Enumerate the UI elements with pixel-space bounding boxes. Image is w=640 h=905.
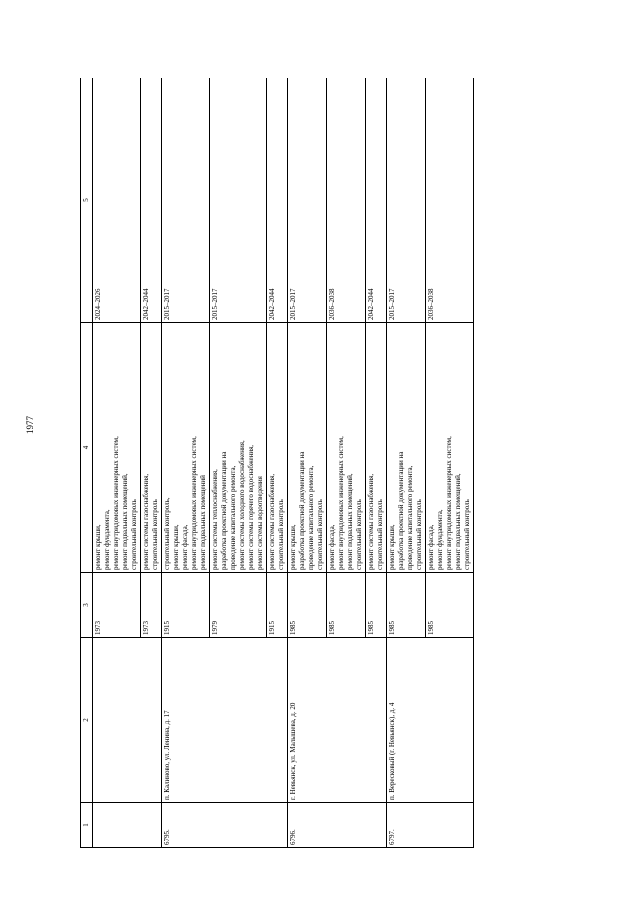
works-cell — [426, 323, 474, 573]
row-number: 6796. — [288, 803, 387, 848]
work-item: ремонт фасада, — [427, 524, 435, 570]
work-item: проведение капитального ремонта, — [307, 465, 315, 570]
schedule-cell: 2024–2026 — [93, 78, 141, 323]
work-item: ремонт подвальных помещений — [199, 475, 207, 570]
work-item: ремонт фундамента, — [103, 509, 111, 570]
row-number: 6795. — [162, 803, 288, 848]
work-item: ремонт системы теплоснабжения, — [211, 469, 219, 570]
work-item: строительный контроль — [376, 499, 384, 570]
schedule-cell: 2042–2044 — [141, 78, 162, 323]
work-item: разработка проектной документации на — [397, 451, 405, 570]
year-cell: 1915 — [162, 573, 210, 638]
works-cell — [288, 323, 327, 573]
work-item: ремонт фундамента, — [436, 509, 444, 570]
year-cell: 1973 — [141, 573, 162, 638]
table-row — [93, 78, 141, 848]
work-item: строительный контроль — [355, 499, 363, 570]
works-cell — [93, 323, 141, 573]
work-item: строительный контроль — [277, 499, 285, 570]
header-row — [81, 78, 93, 848]
row-number: 6797. — [387, 803, 474, 848]
work-item: разработка проектной документации на — [220, 451, 228, 570]
address-cell: г. Невьянск, ул. Малышева, д. 20 — [288, 638, 387, 803]
works-cell — [162, 323, 210, 573]
work-item: проведение капитального ремонта, — [229, 465, 237, 570]
capital-repair-table — [80, 78, 474, 848]
year-cell: 1915 — [267, 573, 288, 638]
schedule-cell: 2015–2017 — [288, 78, 327, 323]
address-cell: п. Вересковый (г. Невьянск), д. 4 — [387, 638, 474, 803]
schedule-cell: 2015–2017 — [210, 78, 267, 323]
header-col-1: 1 — [81, 803, 93, 848]
work-item: ремонт внутридомовых инженерных систем, — [112, 436, 120, 570]
works-cell — [387, 323, 426, 573]
work-item: ремонт системы водоотведения — [256, 476, 264, 570]
work-item: ремонт подвальных помещений, — [454, 473, 462, 570]
works-cell — [327, 323, 366, 573]
work-item: строительный контроль — [463, 499, 471, 570]
year-cell: 1973 — [93, 573, 141, 638]
page-number: 1977 — [25, 416, 35, 434]
address-cell — [93, 638, 162, 803]
work-item: ремонт системы газоснабжения, — [367, 473, 375, 570]
header-col-2: 2 — [81, 638, 93, 803]
table-body — [93, 78, 474, 848]
schedule-cell: 2042–2044 — [267, 78, 288, 323]
schedule-cell: 2042–2044 — [366, 78, 387, 323]
work-item: ремонт подвальных помещений, — [346, 473, 354, 570]
schedule-cell: 2036–2038 — [327, 78, 366, 323]
work-item: ремонт внутридомовых инженерных систем, — [445, 436, 453, 570]
work-item: ремонт фасада, — [181, 524, 189, 570]
work-item: строительный контроль — [130, 499, 138, 570]
address-cell: п. Калиново, ул. Ленина, д. 17 — [162, 638, 288, 803]
work-item: ремонт крыши, — [94, 524, 102, 570]
header-col-4: 4 — [81, 323, 93, 573]
rotated-table-frame — [80, 78, 590, 848]
year-cell: 1985 — [426, 573, 474, 638]
schedule-cell: 2015–2017 — [162, 78, 210, 323]
work-item: ремонт внутридомовых инженерных систем, — [190, 436, 198, 570]
work-item: строительный контроль — [415, 499, 423, 570]
work-item: ремонт системы горячего водоснабжения, — [247, 444, 255, 570]
work-item: ремонт системы газоснабжения, — [142, 473, 150, 570]
year-cell: 1985 — [387, 573, 426, 638]
work-item: ремонт системы холодного водоснабжения, — [238, 440, 246, 570]
work-item: ремонт подвальных помещений, — [121, 473, 129, 570]
works-cell — [366, 323, 387, 573]
table-row — [162, 78, 210, 848]
header-col-3: 3 — [81, 573, 93, 638]
work-item: строительный контроль — [151, 499, 159, 570]
works-cell — [141, 323, 162, 573]
work-item: ремонт внутридомовых инженерных систем, — [337, 436, 345, 570]
work-item: ремонт крыши, — [289, 524, 297, 570]
work-item: проведение капитального ремонта, — [406, 465, 414, 570]
year-cell: 1979 — [210, 573, 267, 638]
row-number — [93, 803, 162, 848]
header-col-5: 5 — [81, 78, 93, 323]
table-row — [387, 78, 426, 848]
work-item: ремонт системы газоснабжения, — [268, 473, 276, 570]
work-item: ремонт фасада, — [328, 524, 336, 570]
works-cell — [210, 323, 267, 573]
works-cell — [267, 323, 288, 573]
work-item: разработка проектной документации на — [298, 451, 306, 570]
schedule-cell: 2036–2038 — [426, 78, 474, 323]
year-cell: 1985 — [288, 573, 327, 638]
schedule-cell: 2015–2017 — [387, 78, 426, 323]
table-row — [288, 78, 327, 848]
work-item: строительный контроль, — [163, 497, 171, 570]
table-container — [80, 78, 590, 848]
work-item: ремонт крыши, — [388, 524, 396, 570]
year-cell: 1985 — [327, 573, 366, 638]
year-cell: 1985 — [366, 573, 387, 638]
work-item: ремонт крыши, — [172, 524, 180, 570]
work-item: строительный контроль — [316, 499, 324, 570]
